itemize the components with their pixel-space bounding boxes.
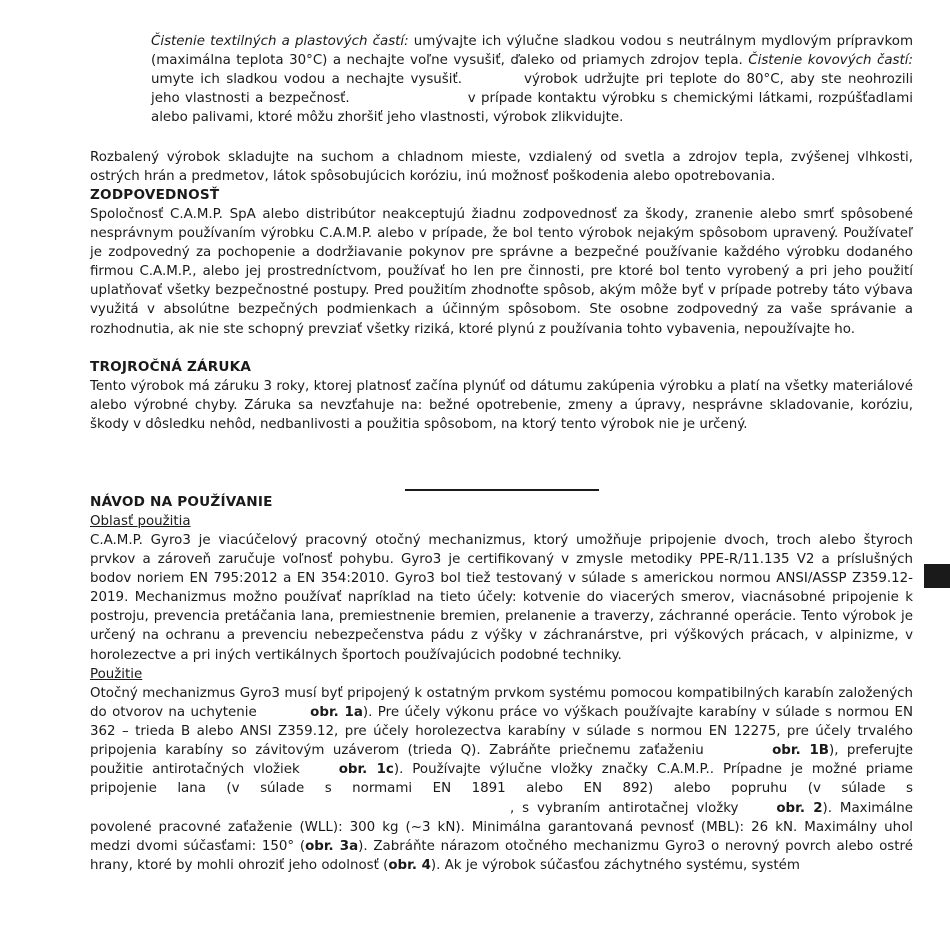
use-text-1: Otočný mechanizmus Gyro3 musí byť pripojený k ostatným prvkom systému pomocou kompatibilných karabín založených do otvorov na uchytenie xyxy=(90,686,913,721)
use-paragraph xyxy=(90,684,913,875)
fig-ref-2: obr. 2 xyxy=(776,800,823,816)
temperature-text: výrobok udržujte pri teplote do 80°C, aby ste neohrozili jeho vlastnosti a bezpečnosť. xyxy=(151,72,914,107)
textile-cleaning-label: Čistenie textilných a plastových častí: xyxy=(151,34,409,49)
use-text-6: ). Maximálne povolené pracovné zaťaženie (WLL): 300 kg (~3 kN). Minimálna garantovaná pevnosť (MBL): 26 kN. Maximálny uhol medzi dvomi súčasťami: 150° ( xyxy=(90,800,913,854)
use-text-4: ). Používajte výlučne vložky značky C.A.M.P.. Prípadne je možné priame pripojenie lana (v súlade s normami EN 1891 alebo EN 892) alebo popruhu (v súlade s xyxy=(90,762,913,797)
warranty-heading: TROJROČNÁ ZÁRUKA xyxy=(90,359,252,375)
fig-ref-3a: obr. 3a xyxy=(305,838,359,854)
fig-ref-4: obr. 4 xyxy=(388,857,431,873)
use-text-8: ). Ak je výrobok súčasťou záchytného systému, systém xyxy=(430,857,800,873)
metal-cleaning-label: Čistenie kovových častí: xyxy=(748,53,913,69)
instructions-heading: NÁVOD NA POUŽÍVANIE xyxy=(90,494,273,510)
fig-ref-1b: obr. 1B xyxy=(772,743,829,759)
use-text-2: ). Pre účely výkonu práce vo výškach používajte karabíny v súlade s normou EN 362 – trieda B alebo ANSI Z359.12, pre účely horolezectva karabíny v súlade s normou EN 12275, pre účely trvalého pripojenia karabíny so závitovým uzáverom (trieda Q). Zabráňte priečnemu zaťaženiu xyxy=(90,705,913,759)
use-text-5: , s vybraním antirotačnej vložky xyxy=(510,800,747,816)
scope-subheading: Oblasť použitia xyxy=(90,514,191,529)
use-text-3: ), preferujte použitie antirotačných vložiek xyxy=(90,743,913,778)
storage-paragraph: Rozbalený výrobok skladujte na suchom a chladnom mieste, vzdialený od svetla a zdrojov tepla, zvýšenej vlhkosti, ostrých hrán a predmetov, látok spôsobujúcich koróziu, inú možnosť poškodenia alebo opotrebovania. xyxy=(90,150,913,185)
use-subheading: Použitie xyxy=(90,667,143,682)
fig-ref-1c: obr. 1c xyxy=(338,762,394,778)
scope-paragraph: C.A.M.P. Gyro3 je viacúčelový pracovný otočný mechanizmus, ktorý umožňuje pripojenie dvoch, troch alebo štyroch prvkov a zároveň zaručuje voľnosť pohybu. Gyro3 je certifikovaný v zmysle metodiky PPE-R/11.135 V2 a príslušných bodov noriem EN 795:2012 a EN 354:2010. Gyro3 bol tiež testovaný v súlade s americkou normou ANSI/ASSP Z359.12-2019. Mechanizmus možno používať napríklad na tieto účely: kotvenie do viacerých smerov, viacnásobné pripojenie k postroju, prevencia pretáčania lana, premiestnenie bremien, prelanenie a traverzy, záchranné operácie. Tento výrobok je určený na ochranu a prevenciu nebezpečenstva pádu z výšky v záchranárstve, pri výškových prácach, v alpinizme, v horolezectve a pri iných vertikálnych športoch používajúcich podobné techniky. xyxy=(90,533,913,663)
chemical-text: v prípade kontaktu výrobku s chemickými látkami, rozpúšťadlami alebo palivami, ktoré môžu zhoršiť jeho vlastnosti, výrobok zlikvidujte. xyxy=(151,91,913,126)
care-paragraph xyxy=(151,32,913,127)
language-tab-marker xyxy=(924,564,950,588)
section-divider xyxy=(405,489,599,491)
fig-ref-1a: obr. 1a xyxy=(310,705,363,721)
use-text-7: ). Zabráňte nárazom otočného mechanizmu Gyro3 o nerovný povrch alebo ostré hrany, ktoré by mohli ohroziť jeho odolnosť ( xyxy=(90,838,913,873)
metal-cleaning-text: umyte ich sladkou vodou a nechajte vysušiť. xyxy=(151,72,463,88)
liability-heading: ZODPOVEDNOSŤ xyxy=(90,187,220,203)
textile-cleaning-text: umývajte ich výlučne sladkou vodou s neutrálnym mydlovým prípravkom (maximálna teplota 30°C) a nechajte voľne vysušiť, ďaleko od priamych zdrojov tepla. xyxy=(151,34,913,69)
warranty-paragraph: Tento výrobok má záruku 3 roky, ktorej platnosť začína plynúť od dátumu zakúpenia výrobku a platí na všetky materiálové alebo výrobné chyby. Záruka sa nevzťahuje na: bežné opotrebenie, zmeny a úpravy, nesprávne skladovanie, koróziu, škody v dôsledku nehôd, nedbanlivosti a použitia spôsobom, na ktorý tento výrobok nie je určený. xyxy=(90,379,913,433)
liability-paragraph: Spoločnosť C.A.M.P. SpA alebo distribútor neakceptujú žiadnu zodpovednosť za škody, zranenie alebo smrť spôsobené nesprávnym používaním výrobku C.A.M.P. alebo v prípade, že bol tento výrobok nejakým spôsobom upravený. Používateľ je zodpovedný za pochopenie a dodržiavanie pokynov pre správne a bezpečné používanie každého výrobku dodaného firmou C.A.M.P., alebo jej prostredníctvom, používať ho len pre činnosti, pre ktoré bol tento vyrobený a pri jeho použití uplatňovať všetky bezpečnostné postupy. Pred použitím zhodnoťte spôsob, akým môže byť v prípade potreby táto výbava využitá v absolútne bezpečných podmienkach a účinným spôsobom. Ste osobne zodpovedný za vaše správanie a rozhodnutia, ak nie ste schopný prevziať všetky riziká, ktoré plynú z používania tohto vybavenia, nepoužívajte ho. xyxy=(90,207,913,337)
